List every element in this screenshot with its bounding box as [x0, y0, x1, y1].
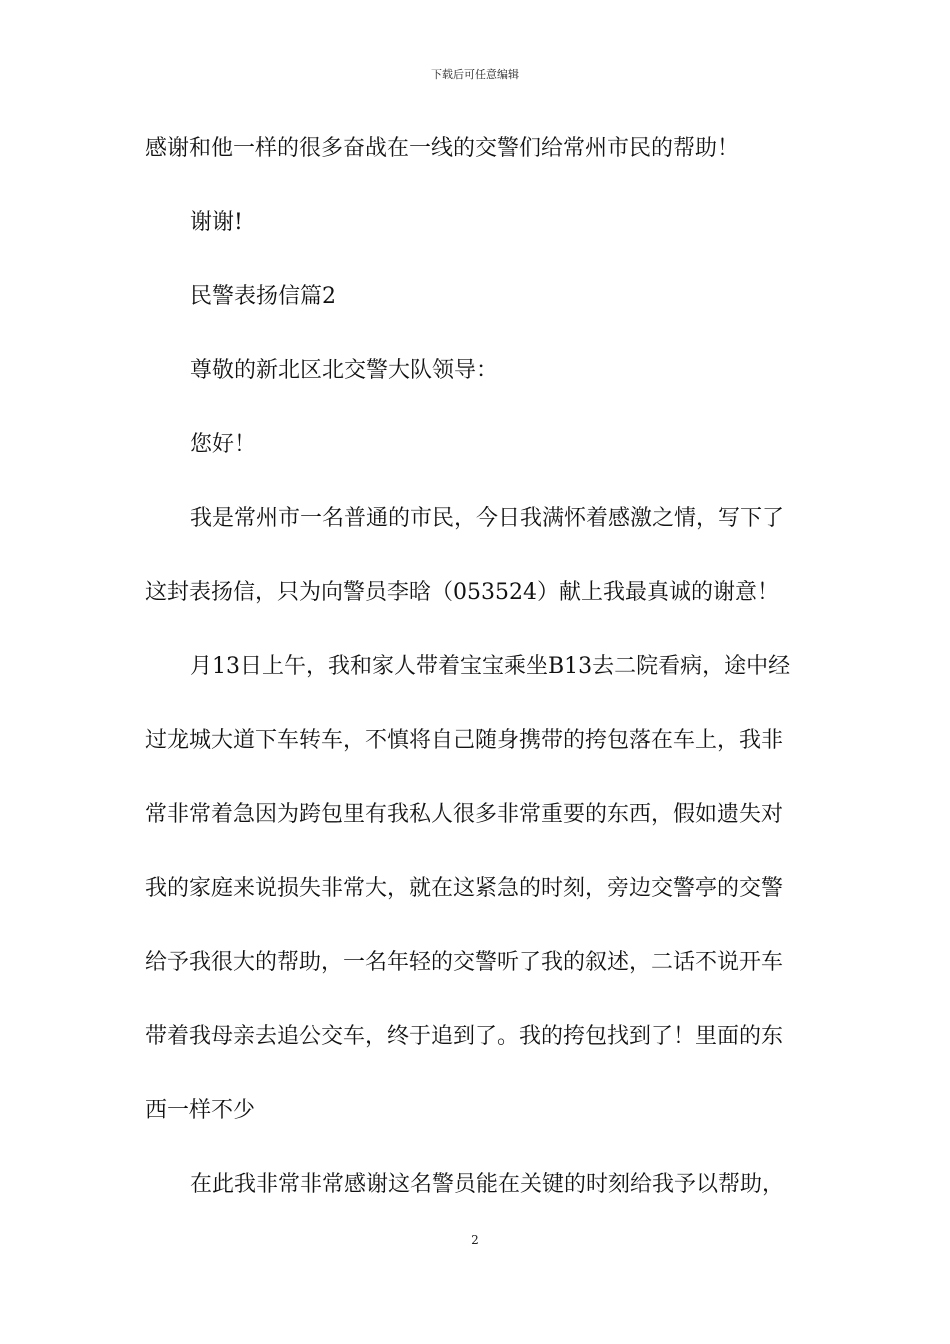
text-line: 月13日上午，我和家人带着宝宝乘坐B13去二院看病，途中经	[190, 654, 791, 679]
text-line: 感谢和他一样的很多奋战在一线的交警们给常州市民的帮助！	[145, 136, 740, 161]
letter-body	[145, 127, 810, 1237]
text-line: 在此我非常非常感谢这名警员能在关键的时刻给我予以帮助，	[190, 1172, 785, 1197]
text-line: 给予我很大的帮助，一名年轻的交警听了我的叙述，二话不说开车	[145, 950, 784, 975]
text-line: 常非常着急因为跨包里有我私人很多非常重要的东西，假如遗失对	[145, 802, 784, 827]
salutation: 尊敬的新北区北交警大队领导：	[190, 358, 499, 383]
text-line: 这封表扬信，只为向警员李晗（053524）献上我最真诚的谢意！	[145, 580, 779, 605]
text-line: 我是常州市一名普通的市民，今日我满怀着感激之情，写下了	[190, 506, 785, 531]
text-line: 我的家庭来说损失非常大，就在这紧急的时刻，旁边交警亭的交警	[145, 876, 784, 901]
section-heading: 民警表扬信篇2	[190, 284, 336, 309]
greeting: 您好！	[190, 432, 257, 457]
text-line: 过龙城大道下车转车，不慎将自己随身携带的挎包落在车上，我非	[145, 728, 784, 753]
text-line: 谢谢!	[190, 210, 243, 235]
text-line: 西一样不少	[145, 1098, 256, 1123]
page-header: 下载后可任意编辑	[431, 68, 519, 81]
page-number: 2	[471, 1233, 479, 1247]
text-line: 带着我母亲去追公交车，终于追到了。我的挎包找到了！里面的东	[145, 1024, 784, 1049]
